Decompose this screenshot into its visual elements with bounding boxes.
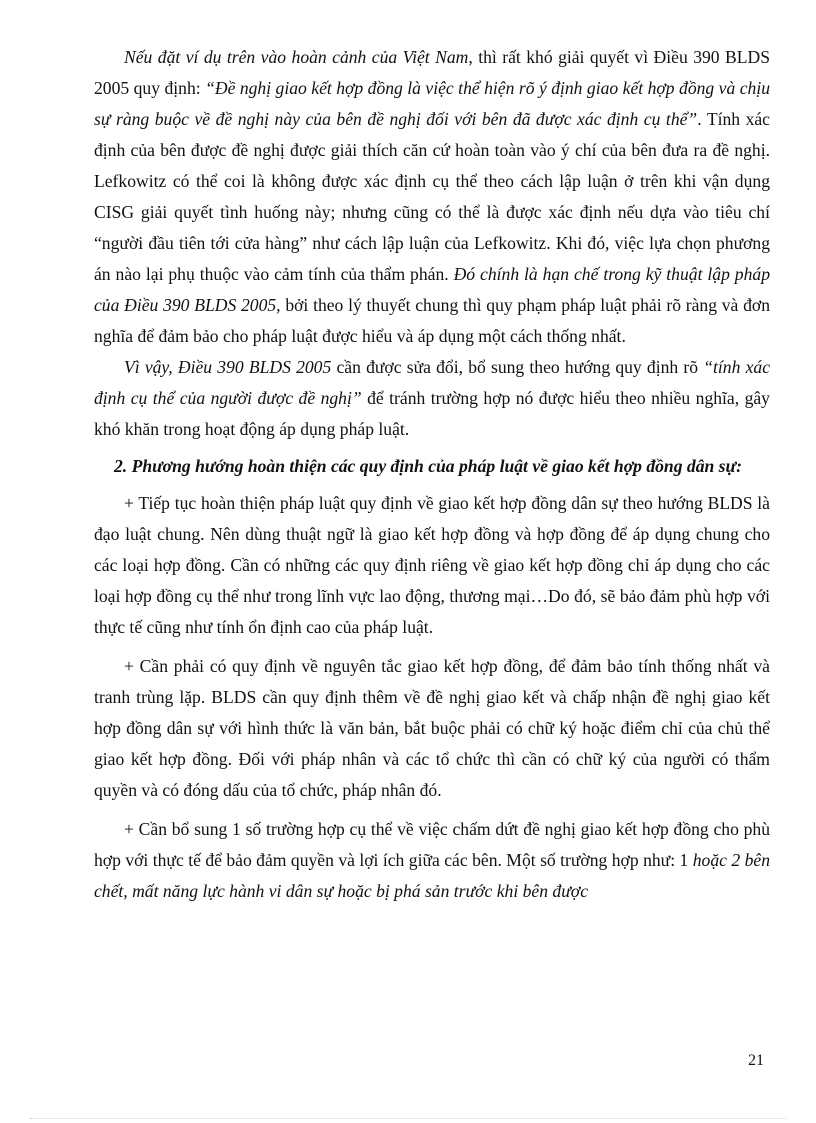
paragraph-conclusion: [94, 352, 770, 445]
text-italic: hoặc 2 bên chết, mất năng lực hành vi dân sự hoặc bị phá sản trước khi bên được: [94, 850, 770, 901]
page-bottom-divider: [30, 1118, 786, 1119]
paragraph-vietnam-example: [94, 42, 770, 352]
text-italic: “tính xác định cụ thể của người được đề nghị”: [94, 357, 770, 408]
text-run: cần được sửa đổi, bổ sung theo hướng quy định rõ: [331, 357, 704, 377]
text-run: bởi theo lý thuyết chung thì quy phạm pháp luật phải rõ ràng và đơn nghĩa để đảm bảo cho pháp luật được hiểu và áp dụng một cách thống nhất.: [94, 295, 770, 346]
document-body: [94, 42, 770, 907]
text-italic: Vì vậy, Điều 390 BLDS 2005: [124, 357, 332, 377]
text-run: . Tính xác định của bên được đề nghị được giải thích căn cứ hoàn toàn vào ý chí của bên đưa ra đề nghị. Lefkowitz có thể coi là không được xác định cụ thể theo cách lập luận ở trên khi vận dụng CISG giải quyết tình huống này; nhưng cũng có thể là được xác định nếu dựa vào tiêu chí “người đầu tiên tới cửa hàng” như cách lập luận của Lefkowitz. Khi đó, việc lựa chọn phương án nào lại phụ thuộc vào cảm tính của thẩm phán.: [94, 109, 770, 284]
text-italic: Nếu đặt ví dụ trên vào hoàn cảnh của Việt Nam,: [124, 47, 473, 67]
text-run: để tránh trường hợp nó được hiểu theo nhiều nghĩa, gây khó khăn trong hoạt động áp dụng pháp luật.: [94, 388, 770, 439]
text-italic: Đó chính là hạn chế trong kỹ thuật lập pháp của Điều 390 BLDS 2005,: [94, 264, 770, 315]
paragraph-point-2: + Cần phải có quy định về nguyên tắc giao kết hợp đồng, để đảm bảo tính thống nhất và tranh trùng lặp. BLDS cần quy định thêm về đề nghị giao kết và chấp nhận đề nghị giao kết hợp đồng dân sự với hình thức là văn bản, bắt buộc phải có chữ ký hoặc điểm chỉ của chủ thể giao kết hợp đồng. Đối với pháp nhân và các tổ chức thì cần có chữ ký của người có thẩm quyền và có đóng dấu của tổ chức, pháp nhân đó.: [94, 656, 770, 800]
quote-article-390: “Đề nghị giao kết hợp đồng là việc thể hiện rõ ý định giao kết hợp đồng và chịu sự ràng buộc về đề nghị này của bên đề nghị đối với bên đã được xác định cụ thể”: [94, 78, 770, 129]
text-run: thì rất khó giải quyết vì Điều 390 BLDS 2005 quy định:: [94, 47, 771, 98]
paragraph-point-3: [94, 814, 770, 907]
paragraph-point-1: + Tiếp tục hoàn thiện pháp luật quy định về giao kết hợp đồng dân sự theo hướng BLDS là đạo luật chung. Nên dùng thuật ngữ là giao kết hợp đồng và hợp đồng để áp dụng chung cho các loại hợp đồng. Cần có những các quy định riêng về giao kết hợp đồng chỉ áp dụng cho các loại hợp đồng cụ thể như trong lĩnh vực lao động, thương mại…Do đó, sẽ bảo đảm phù hợp với thực tế cũng như tính ổn định cao của pháp luật.: [94, 493, 770, 637]
text-run: + Cần bổ sung 1 số trường hợp cụ thể về việc chấm dứt đề nghị giao kết hợp đồng cho phù hợp với thực tế để bảo đảm quyền và lợi ích giữa các bên. Một số trường hợp như: 1: [94, 819, 770, 870]
section-heading: 2. Phương hướng hoàn thiện các quy định của pháp luật về giao kết hợp đồng dân sự:: [114, 456, 742, 476]
page-number: 21: [748, 1052, 764, 1069]
